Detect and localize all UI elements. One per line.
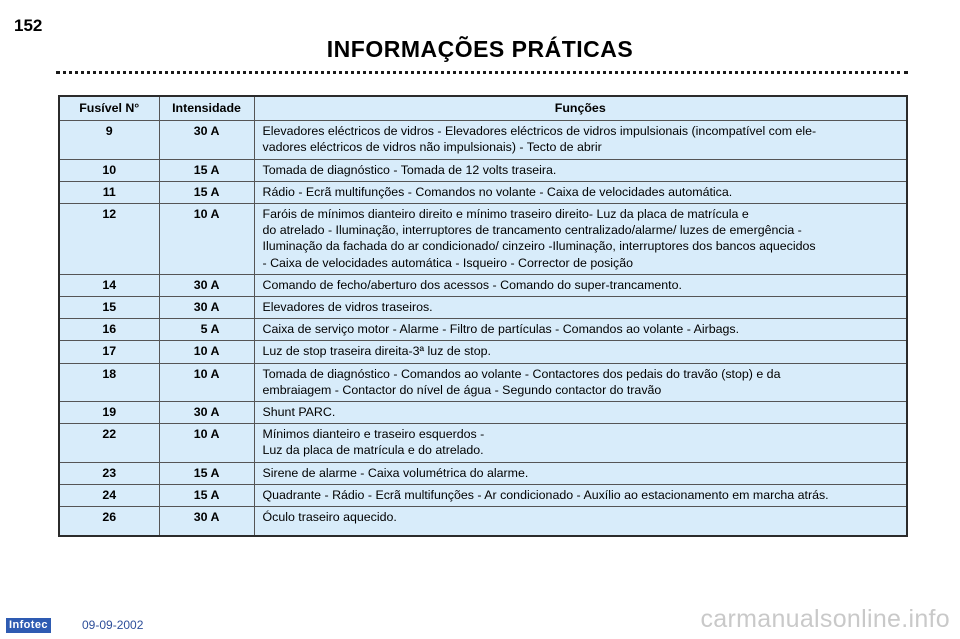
function-line: Luz de stop traseira direita-3ª luz de stop.: [262, 344, 491, 359]
table-row: [59, 297, 907, 319]
footer-date: 09-09-2002: [82, 618, 144, 632]
fuse-number-cell: 11: [59, 181, 159, 203]
function-line: Comando de fecho/aberturo dos acessos - Comando do super-trancamento.: [262, 277, 682, 292]
functions-cell: [254, 484, 907, 506]
table-row: [59, 424, 907, 462]
functions-cell: [254, 424, 907, 462]
table-row: [59, 341, 907, 363]
function-line: Mínimos dianteiro e traseiro esquerdos -: [262, 427, 485, 442]
intensity-cell: 15 A: [159, 462, 254, 484]
fuse-table-body: [59, 121, 907, 537]
fuse-number-cell: 22: [59, 424, 159, 462]
function-line: embraiagem - Contactor do nível de água - Segundo contactor do travão: [262, 382, 662, 397]
site-watermark: carmanualsonline.info: [700, 605, 950, 633]
table-row: [59, 159, 907, 181]
functions-cell: [254, 274, 907, 296]
functions-cell: [254, 181, 907, 203]
functions-cell: [254, 363, 907, 401]
function-line: Iluminação da fachada do ar condicionado/ cinzeiro -Iluminação, interruptores dos bancos aquecidos: [262, 239, 816, 254]
function-line: Óculo traseiro aquecido.: [262, 510, 397, 525]
function-line: Shunt PARC.: [262, 405, 336, 420]
table-row: [59, 181, 907, 203]
intensity-cell: 5 A: [159, 319, 254, 341]
functions-cell: [254, 507, 907, 537]
table-row: [59, 121, 907, 159]
fuse-number-cell: 18: [59, 363, 159, 401]
intensity-cell: 30 A: [159, 121, 254, 159]
intensity-cell: 15 A: [159, 484, 254, 506]
function-line: Sirene de alarme - Caixa volumétrica do alarme.: [262, 465, 529, 480]
intensity-cell: 30 A: [159, 297, 254, 319]
intensity-cell: 30 A: [159, 507, 254, 537]
table-row: [59, 363, 907, 401]
function-line: Rádio - Ecrã multifunções - Comandos no volante - Caixa de velocidades automática.: [262, 184, 733, 199]
table-row: [59, 319, 907, 341]
function-line: - Caixa de velocidades automática - Isqueiro - Corrector de posição: [262, 255, 634, 270]
intensity-cell: 10 A: [159, 424, 254, 462]
fuse-number-cell: 10: [59, 159, 159, 181]
header-intensity: Intensidade: [159, 96, 254, 121]
table-header-row: [59, 96, 907, 121]
page-number: 152: [14, 16, 43, 35]
intensity-cell: 10 A: [159, 341, 254, 363]
fuse-number-cell: 14: [59, 274, 159, 296]
intensity-cell: 30 A: [159, 402, 254, 424]
page-title: INFORMAÇÕES PRÁTICAS: [326, 36, 634, 62]
function-line: Elevadores eléctricos de vidros - Elevadores eléctricos de vidros impulsionais (incompatível com ele-: [262, 124, 817, 139]
functions-cell: [254, 121, 907, 159]
function-line: Quadrante - Rádio - Ecrã multifunções - Ar condicionado - Auxílio ao estacionamento em marcha atrás.: [262, 487, 829, 502]
fuse-number-cell: 16: [59, 319, 159, 341]
intensity-cell: 15 A: [159, 159, 254, 181]
header-fuse-number: Fusível N°: [59, 96, 159, 121]
intensity-cell: 10 A: [159, 363, 254, 401]
table-row: [59, 204, 907, 275]
function-line: vadores eléctricos de vidros não impulsionais) - Tecto de abrir: [262, 140, 602, 155]
table-row: [59, 402, 907, 424]
fuse-number-cell: 12: [59, 204, 159, 275]
function-line: Elevadores de vidros traseiros.: [262, 300, 433, 315]
intensity-cell: 10 A: [159, 204, 254, 275]
function-line: Tomada de diagnóstico - Tomada de 12 volts traseira.: [262, 162, 557, 177]
infotec-logo: Infotec: [6, 618, 51, 633]
functions-cell: [254, 159, 907, 181]
table-row: [59, 484, 907, 506]
header-functions: Funções: [254, 96, 907, 121]
fuse-number-cell: 24: [59, 484, 159, 506]
fuse-number-cell: 17: [59, 341, 159, 363]
fuse-table: [58, 95, 908, 537]
title-divider: [56, 71, 908, 74]
functions-cell: [254, 341, 907, 363]
fuse-number-cell: 19: [59, 402, 159, 424]
function-line: Faróis de mínimos dianteiro direito e mínimo traseiro direito- Luz da placa de matrícula e: [262, 207, 749, 222]
table-row: [59, 462, 907, 484]
functions-cell: [254, 402, 907, 424]
intensity-cell: 15 A: [159, 181, 254, 203]
table-row: [59, 274, 907, 296]
fuse-number-cell: 9: [59, 121, 159, 159]
function-line: Tomada de diagnóstico - Comandos ao volante - Contactores dos pedais do travão (stop) e da: [262, 366, 781, 381]
intensity-cell: 30 A: [159, 274, 254, 296]
table-row: [59, 507, 907, 537]
functions-cell: [254, 462, 907, 484]
function-line: Luz da placa de matrícula e do atrelado.: [262, 443, 484, 458]
fuse-number-cell: 15: [59, 297, 159, 319]
fuse-number-cell: 23: [59, 462, 159, 484]
function-line: Caixa de serviço motor - Alarme - Filtro de partículas - Comandos ao volante - Airbags.: [262, 322, 740, 337]
functions-cell: [254, 204, 907, 275]
functions-cell: [254, 297, 907, 319]
fuse-number-cell: 26: [59, 507, 159, 537]
functions-cell: [254, 319, 907, 341]
function-line: do atrelado - Iluminação, interruptores de trancamento centralizado/alarme/ luzes de emergência -: [262, 223, 802, 238]
